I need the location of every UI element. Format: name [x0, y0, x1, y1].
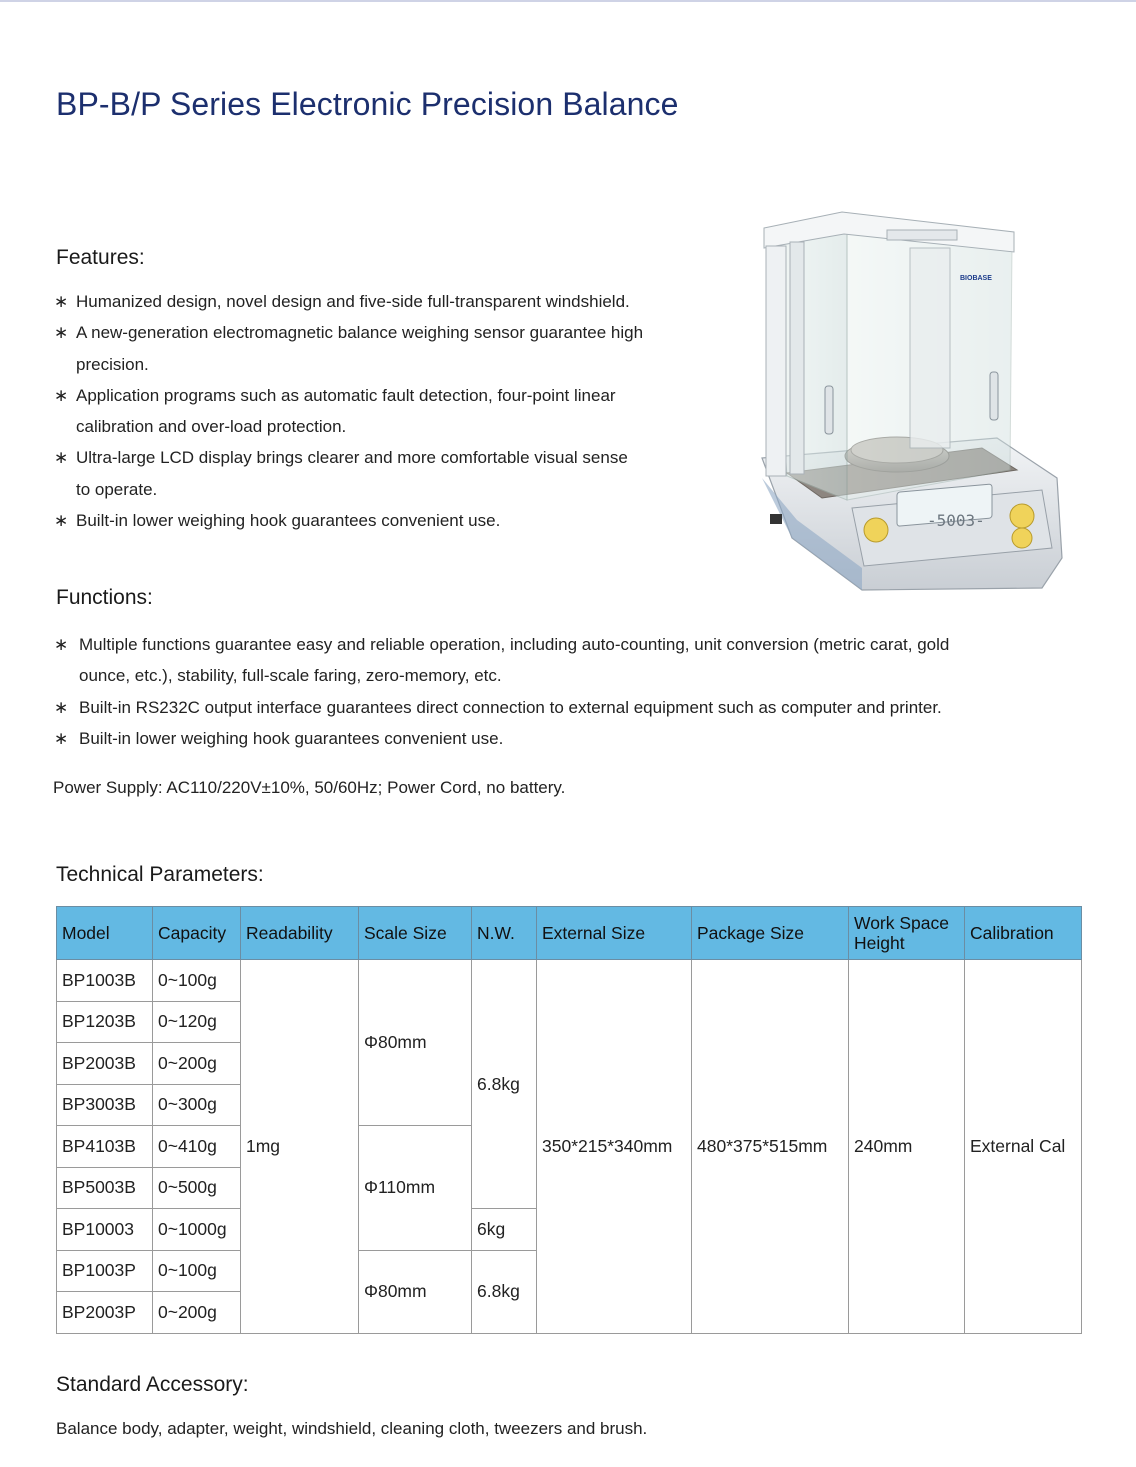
nw-cell: 6.8kg	[472, 1250, 537, 1333]
bullet-icon: ∗	[54, 511, 69, 531]
nw-cell: 6kg	[472, 1209, 537, 1251]
list-item: ∗ A new-generation electromagnetic balance weighing sensor guarantee high precision.	[54, 317, 734, 380]
calibration-cell: External Cal	[965, 960, 1082, 1334]
model-cell: BP2003P	[57, 1292, 153, 1334]
model-cell: BP2003B	[57, 1043, 153, 1085]
display-readout: -5003-	[927, 511, 985, 530]
list-item: ∗ Built-in lower weighing hook guarantees convenient use.	[54, 723, 1114, 754]
accessory-text: Balance body, adapter, weight, windshield, cleaning cloth, tweezers and brush.	[56, 1419, 648, 1438]
scale-size-cell: Φ80mm	[359, 1250, 472, 1333]
column-header: Calibration	[965, 907, 1082, 960]
capacity-cell: 0~300g	[153, 1084, 241, 1126]
list-item: ∗ Built-in RS232C output interface guarantees direct connection to external equipment such as computer and printer.	[54, 692, 1114, 723]
bullet-icon: ∗	[54, 728, 69, 748]
functions-list	[54, 629, 1114, 754]
page-title: BP-B/P Series Electronic Precision Balance	[56, 86, 679, 122]
readability-cell: 1mg	[241, 960, 359, 1334]
model-cell: BP1003P	[57, 1250, 153, 1292]
column-header: Model	[57, 907, 153, 960]
balance-product-image	[752, 208, 1072, 598]
bullet-icon: ∗	[54, 635, 69, 654]
model-cell: BP1203B	[57, 1001, 153, 1043]
bullet-icon: ∗	[54, 385, 69, 405]
column-header: Capacity	[153, 907, 241, 960]
capacity-cell: 0~500g	[153, 1167, 241, 1209]
column-header: N.W.	[472, 907, 537, 960]
capacity-cell: 0~120g	[153, 1001, 241, 1043]
model-cell: BP10003	[57, 1209, 153, 1251]
bullet-icon: ∗	[54, 292, 69, 311]
nw-cell: 6.8kg	[472, 960, 537, 1209]
capacity-cell: 0~100g	[153, 960, 241, 1002]
model-cell: BP4103B	[57, 1126, 153, 1168]
model-cell: BP1003B	[57, 960, 153, 1002]
bullet-icon: ∗	[54, 697, 69, 717]
functions-heading: Functions:	[56, 586, 153, 609]
column-header: External Size	[537, 907, 692, 960]
list-item: ∗ Application programs such as automatic fault detection, four-point linear calibration and over-load protection.	[54, 380, 734, 443]
power-supply-label: Power Supply	[53, 778, 158, 797]
brand-logo: BIOBASE	[960, 275, 992, 282]
power-supply	[53, 778, 565, 798]
tech-heading: Technical Parameters:	[56, 863, 264, 886]
accessory-heading: Standard Accessory:	[56, 1373, 249, 1396]
capacity-cell: 0~100g	[153, 1250, 241, 1292]
features-list	[54, 286, 734, 536]
column-header: Scale Size	[359, 907, 472, 960]
technical-parameters-table	[56, 906, 1082, 1334]
list-item: ∗ Humanized design, novel design and five-side full-transparent windshield.	[54, 286, 734, 317]
column-header: Work Space Height	[849, 907, 965, 960]
features-heading: Features:	[56, 246, 145, 269]
table-row	[57, 960, 1082, 1002]
list-item: ∗ Built-in lower weighing hook guarantees convenient use.	[54, 505, 734, 536]
column-header: Package Size	[692, 907, 849, 960]
column-header: Readability	[241, 907, 359, 960]
list-item: ∗ Ultra-large LCD display brings clearer and more comfortable visual sense to operate.	[54, 442, 734, 505]
model-cell: BP5003B	[57, 1167, 153, 1209]
package-size-cell: 480*375*515mm	[692, 960, 849, 1334]
work-space-height-cell: 240mm	[849, 960, 965, 1334]
bullet-icon: ∗	[54, 448, 69, 468]
power-supply-value: : AC110/220V±10%, 50/60Hz; Power Cord, no battery.	[157, 778, 566, 797]
external-size-cell: 350*215*340mm	[537, 960, 692, 1334]
capacity-cell: 0~200g	[153, 1292, 241, 1334]
scale-size-cell: Φ80mm	[359, 960, 472, 1126]
list-item: ∗ Multiple functions guarantee easy and reliable operation, including auto-counting, unit conversion (metric carat, gold ounce, etc.), stability, full-scale faring, zero-memory, etc.	[54, 629, 1114, 692]
scale-size-cell: Φ110mm	[359, 1126, 472, 1251]
table-header-row	[57, 907, 1082, 960]
model-cell: BP3003B	[57, 1084, 153, 1126]
capacity-cell: 0~1000g	[153, 1209, 241, 1251]
capacity-cell: 0~200g	[153, 1043, 241, 1085]
bullet-icon: ∗	[54, 323, 69, 343]
top-divider	[0, 0, 1136, 2]
capacity-cell: 0~410g	[153, 1126, 241, 1168]
